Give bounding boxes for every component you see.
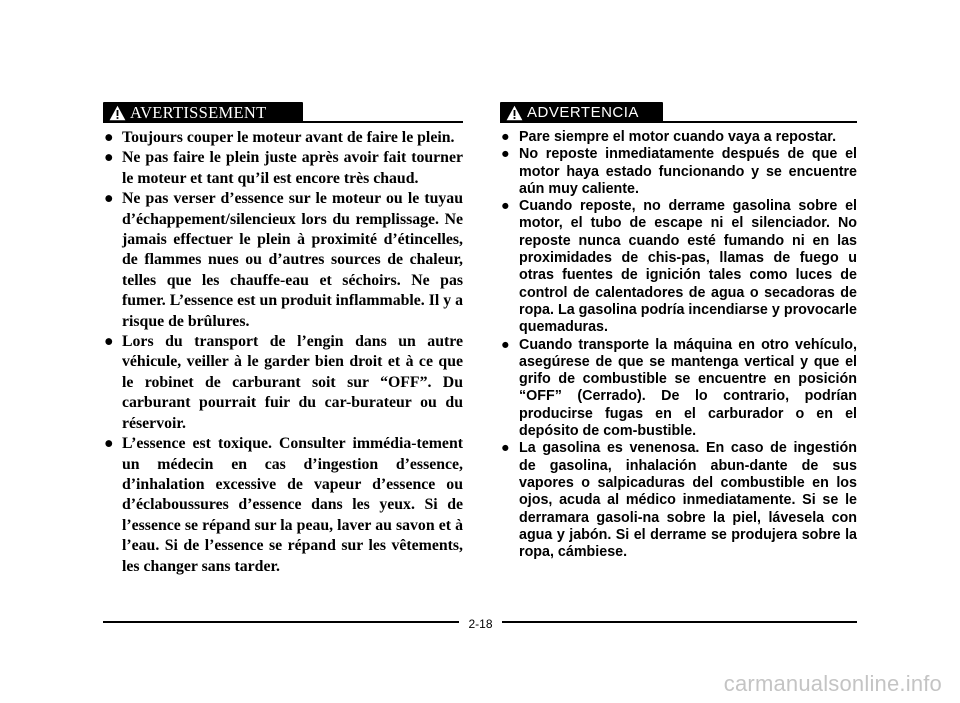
bullet-icon: ●	[104, 435, 114, 453]
list-item-text: L’essence est toxique. Consulter immédia-tement un médecin en cas d’ingestion d’essence, d’inhalation excessive de vapeur d’essence ou d’éclaboussures d’essence dans les yeux. Si de l’essence se répand sur la peau, laver au savon et à l’eau. Si de l’essence se répand sur les vêtements, les changer sans tarder.	[122, 435, 463, 575]
list-item	[103, 148, 463, 189]
bullet-icon: ●	[501, 336, 510, 353]
list-item-text: Pare siempre el motor cuando vaya a repostar.	[519, 129, 837, 145]
warning-triangle-icon	[109, 105, 126, 121]
list-item	[103, 128, 463, 148]
warning-banner-label-box	[500, 102, 663, 123]
list-item	[103, 189, 463, 332]
bullet-icon: ●	[104, 129, 114, 146]
bullet-icon: ●	[104, 149, 114, 167]
footer-rule-left	[103, 621, 459, 623]
list-item-text: La gasolina es venenosa. En caso de ingestión de gasolina, inhalación abun-dante de sus vapores o salpicaduras del combustible en los ojos, acuda al médico inmediatamente. Si se le derramara gasoli-na sobre la piel, lávesela con agua y jabón. Si el derrame se produjera sobre la ropa, cámbiese.	[519, 440, 857, 561]
list-item-text: Toujours couper le moteur avant de faire le plein.	[122, 129, 455, 146]
bullet-icon: ●	[104, 190, 114, 208]
warning-triangle-icon	[506, 105, 523, 121]
footer-rule-right	[502, 621, 857, 623]
warning-banner-fr	[103, 102, 463, 124]
warning-banner-label-box	[103, 102, 303, 123]
list-item	[500, 146, 857, 198]
bullet-icon: ●	[501, 440, 510, 457]
warning-list-es	[500, 129, 857, 561]
warning-banner-es	[500, 102, 857, 124]
list-item-text: Ne pas faire le plein juste après avoir fait tourner le moteur et tant qu’il est encore très chaud.	[122, 149, 463, 187]
list-item	[500, 198, 857, 336]
spanish-warning-section	[500, 102, 857, 561]
watermark-text: carmanualsonline.info	[723, 671, 942, 696]
list-item	[500, 129, 857, 146]
page-number: 2-18	[468, 617, 493, 631]
warning-banner-text: ADVERTENCIA	[527, 104, 639, 121]
list-item-text: No reposte inmediatamente después de que el motor haya estado funcionando y se encuentre aún muy caliente.	[519, 146, 857, 197]
list-item	[103, 434, 463, 577]
bullet-icon: ●	[501, 198, 510, 215]
list-item-text: Cuando transporte la máquina en otro vehículo, asegúrese de que se mantenga vertical y que el grifo de combustible se encuentre en posición “OFF” (Cerrado). De lo contrario, podrían producirse fugas en el carburador o en el depósito de com-bustible.	[519, 336, 857, 440]
bullet-icon: ●	[104, 333, 114, 351]
list-item	[500, 337, 857, 441]
list-item-text: Cuando reposte, no derrame gasolina sobre el motor, el tubo de escape ni el silenciador. No reposte nunca cuando esté fumando ni en las proximidades de chis-pas, llamas de fuego u otras fuentes de ignición tales como luces de control de calentadores de agua o secadoras de ropa. La gasolina podría incendiarse y provocarle quemaduras.	[519, 198, 857, 336]
list-item-text: Lors du transport de l’engin dans un autre véhicule, veiller à le garder bien droit et à ce que le robinet de carburant soit sur “OFF”. Du carburant pourrait fuir du car-burateur ou du réservoir.	[122, 333, 463, 432]
bullet-icon: ●	[501, 129, 510, 145]
list-item	[500, 440, 857, 561]
warning-list-fr	[103, 128, 463, 577]
list-item-text: Ne pas verser d’essence sur le moteur ou le tuyau d’échappement/silencieux lors du remplissage. Ne jamais effectuer le plein à proximité d’étincelles, de flammes nues ou d’autres sources de chaleur, telles que les chauffe-eau et séchoirs. Ne pas fumer. L’essence est un produit inflammable. Il y a risque de brûlures.	[122, 190, 463, 330]
bullet-icon: ●	[501, 146, 510, 163]
french-warning-section	[103, 102, 463, 577]
warning-banner-text: AVERTISSEMENT	[130, 102, 267, 122]
list-item	[103, 332, 463, 434]
